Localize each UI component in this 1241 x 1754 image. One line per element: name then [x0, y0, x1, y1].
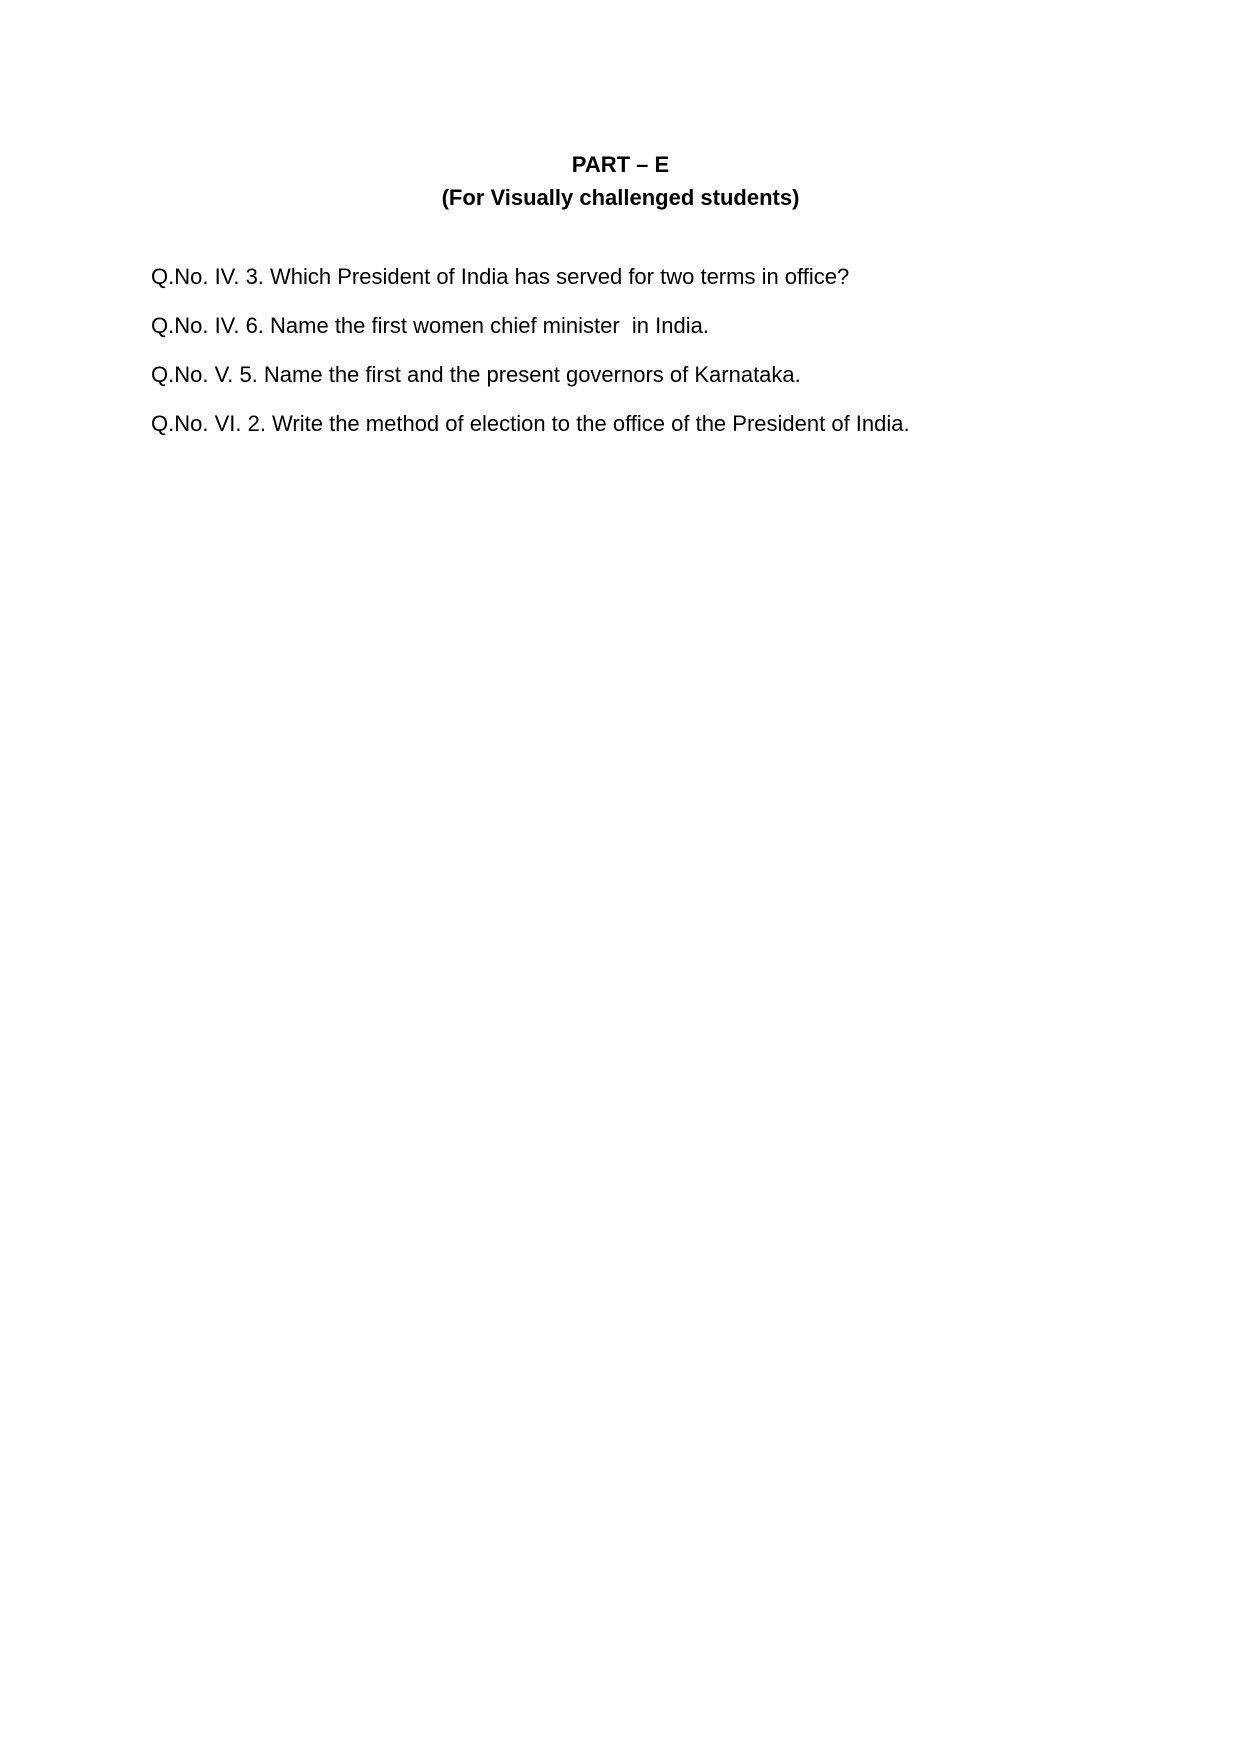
question-item: Q.No. IV. 3. Which President of India has served for two terms in office? [151, 264, 850, 289]
part-subtitle: (For Visually challenged students) [441, 185, 800, 210]
question-item: Q.No. V. 5. Name the first and the present governors of Karnataka. [151, 362, 801, 387]
question-list [151, 262, 1151, 458]
question-item: Q.No. IV. 6. Name the first women chief minister in India. [151, 313, 709, 338]
question-item: Q.No. VI. 2. Write the method of election to the office of the President of India. [151, 411, 910, 436]
part-title: PART – E [571, 152, 670, 177]
